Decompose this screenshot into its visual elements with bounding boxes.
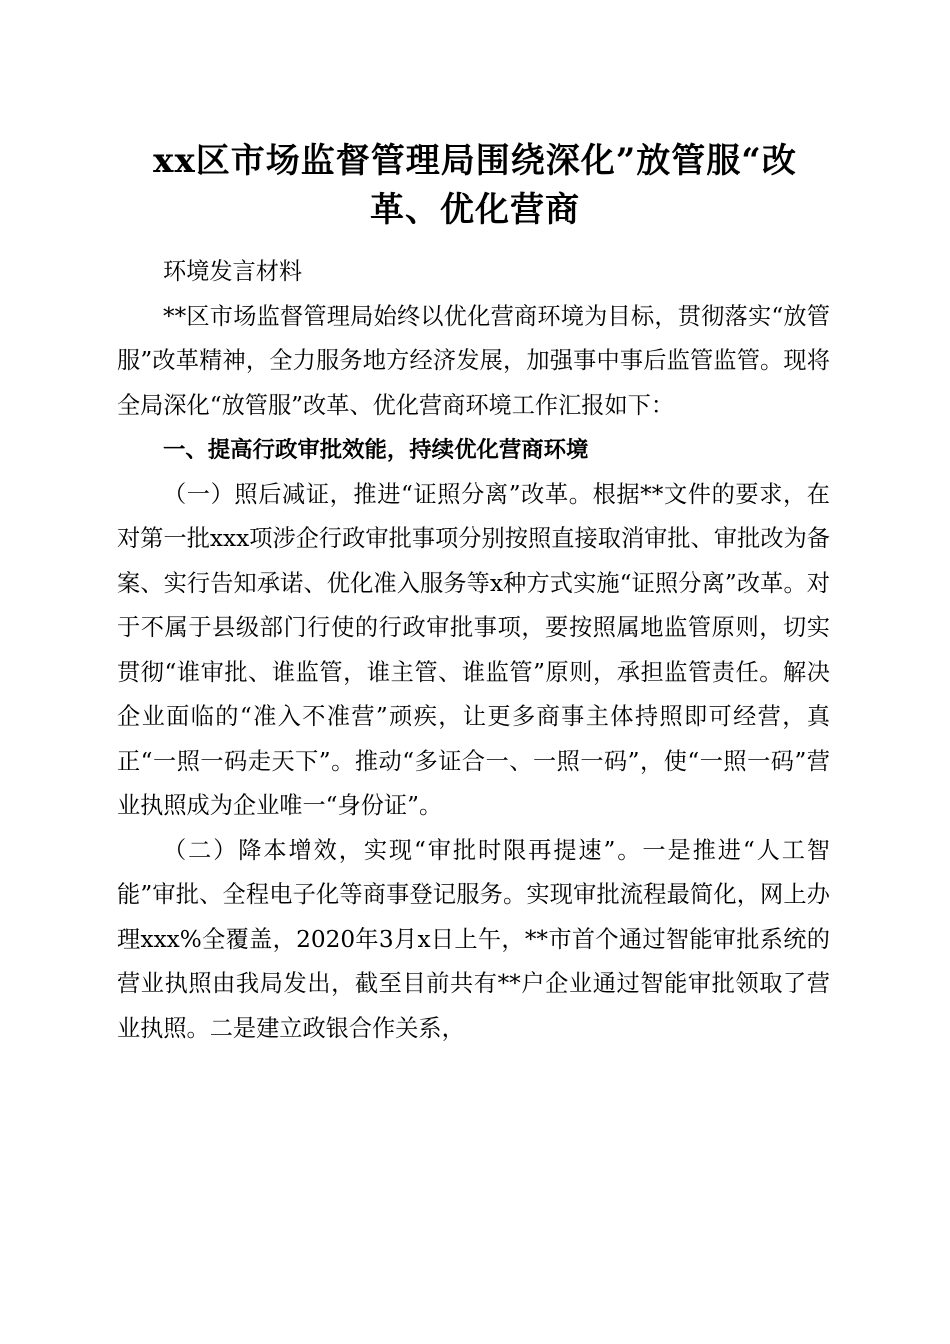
document-title: xx区市场监督管理局围绕深化”放管服“改革、优化营商 — [153, 141, 797, 230]
intro-paragraph: **区市场监督管理局始终以优化营商环境为目标，贯彻落实“放管服”改革精神，全力服务地方经济发展，加强事中事后监管监管。现将全局深化“放管服”改革、优化营商环境工作汇报如下： — [117, 302, 830, 419]
body-paragraph: （二）降本增效，实现“审批时限再提速”。一是推进“人工智能”审批、全程电子化等商事登记服务。实现审批流程最简化，网上办理xxx%全覆盖，2020年3月x日上午，**市首个通过智能审批系统的营业执照由我局发出，截至目前共有**户企业通过智能审批领取了营业执照。二是建立政银合作关系， — [117, 836, 830, 1042]
subtitle-line: 环境发言材料 — [163, 258, 303, 285]
body-paragraph: （一）照后减证，推进“证照分离”改革。根据**文件的要求，在对第一批xxx项涉企行政审批事项分别按照直接取消审批、审批改为备案、实行告知承诺、优化准入服务等x种方式实施“证照分离”改革。对于不属于县级部门行使的行政审批事项，要按照属地监管原则，切实贯彻“谁审批、谁监管，谁主管、谁监管”原则，承担监管责任。解决企业面临的“准入不准营”顽疾，让更多商事主体持照即可经营，真正“一照一码走天下”。推动“多证合一、一照一码”，使“一照一码”营业执照成为企业唯一“身份证”。 — [117, 480, 830, 819]
document-body — [117, 250, 830, 1051]
section-heading: 一、提高行政审批效能，持续优化营商环境 — [163, 437, 589, 463]
